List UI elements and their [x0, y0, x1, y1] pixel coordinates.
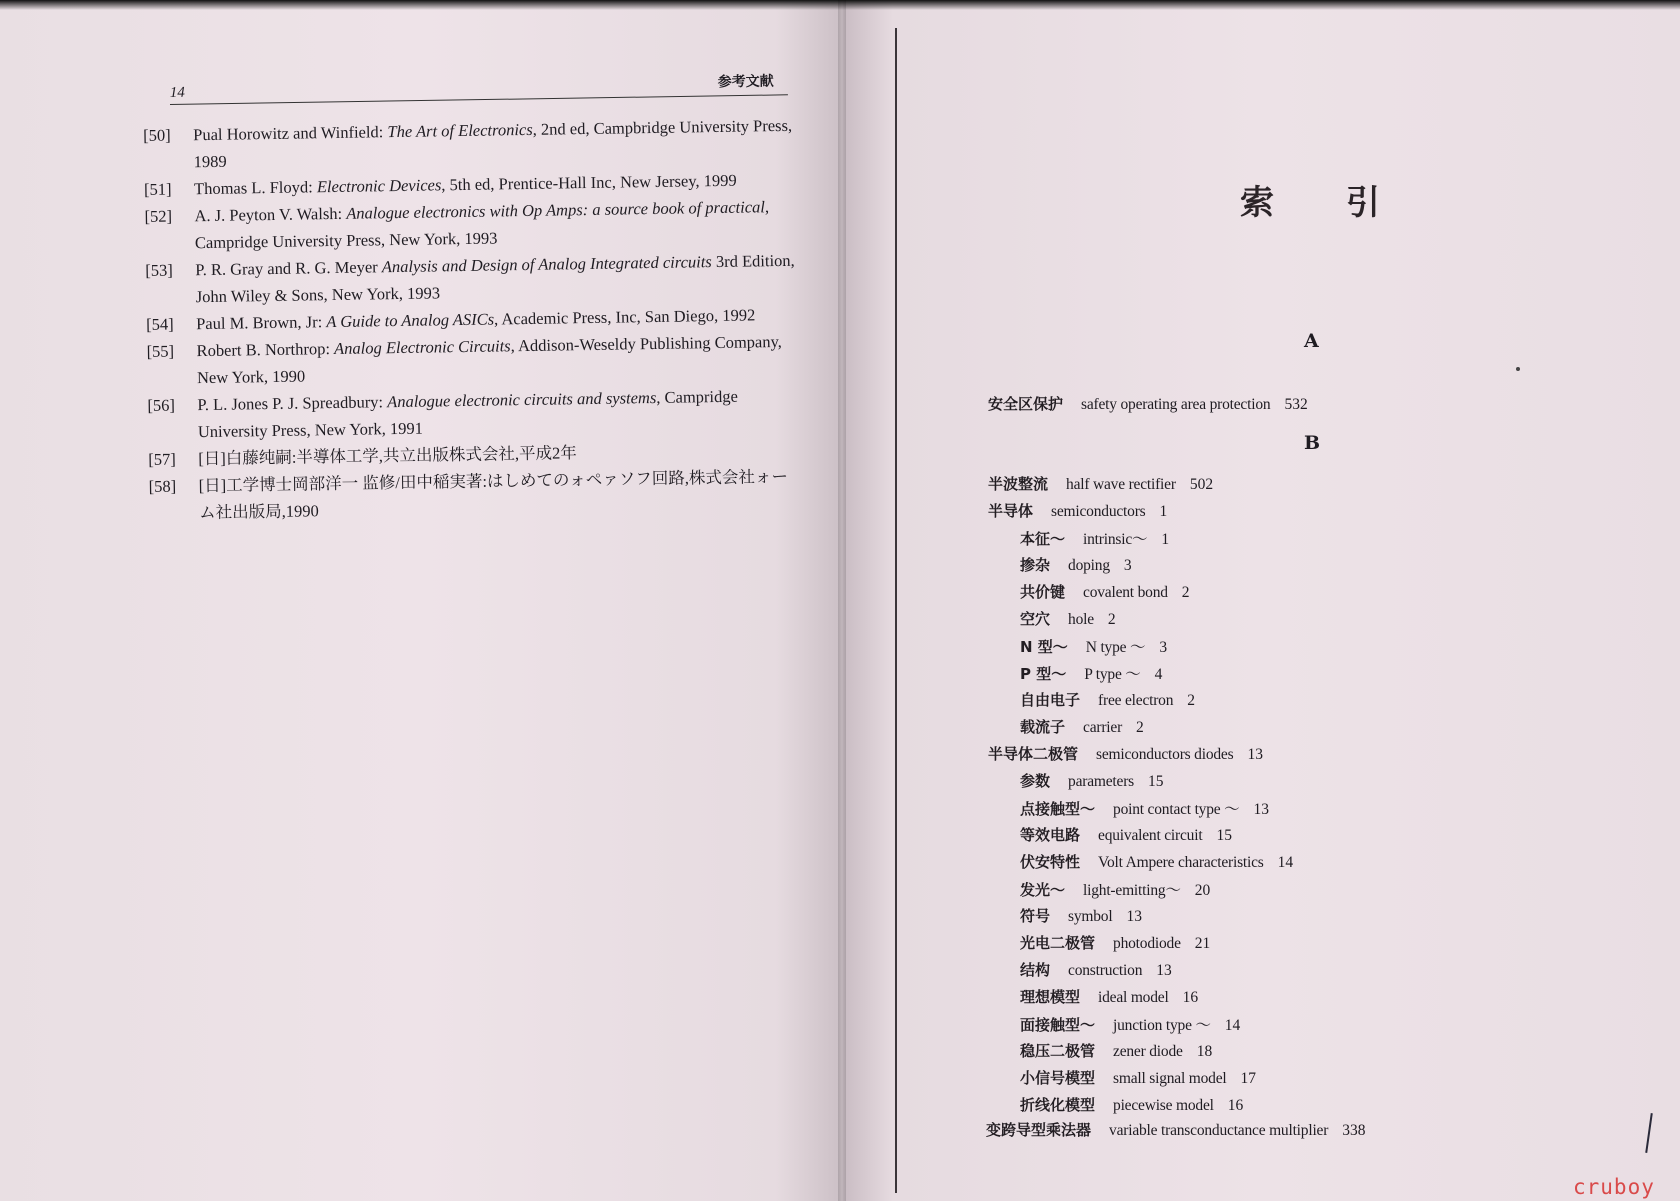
index-entry: [1020, 554, 1132, 575]
index-page-number: 1: [1159, 503, 1168, 520]
index-entry: [988, 473, 1213, 494]
reference-publisher: , Campridge University Press, New York, 1991: [197, 386, 739, 442]
index-term-en: photodiode: [1113, 935, 1181, 952]
reference-authors: P. R. Gray and R. G. Meyer: [195, 257, 382, 280]
index-letter-heading: B: [1304, 432, 1321, 454]
index-term-en: equivalent circuit: [1098, 827, 1203, 844]
index-term-zh: P 型～: [1020, 665, 1067, 683]
index-page-number: 502: [1189, 476, 1214, 493]
index-page-number: 20: [1194, 882, 1211, 899]
page-number: 14: [169, 84, 185, 102]
reference-title: A Guide to Analog ASICs: [326, 309, 495, 332]
reference-publisher: 3rd Edition, John Wiley & Sons, New York, 1993: [195, 250, 795, 307]
index-page-number: 2: [1181, 584, 1190, 601]
index-entry: [1020, 878, 1210, 900]
index-term-en: Volt Ampere characteristics: [1098, 854, 1264, 871]
index-page-number: 338: [1342, 1122, 1366, 1139]
index-term-en: variable transconductance multiplier: [1109, 1122, 1329, 1139]
index-term-en: P type ～: [1084, 666, 1141, 683]
index-term-en: hole: [1068, 611, 1094, 628]
index-entry: [1020, 824, 1232, 845]
reference-publisher: , Campridge University Press, New York, 1993: [194, 197, 770, 253]
index-term-zh: 符号: [1020, 907, 1051, 925]
index-page-number: 16: [1227, 1097, 1244, 1114]
reference-number: [57]: [148, 449, 176, 469]
index-entry: [1020, 1094, 1243, 1115]
index-term-en: zener diode: [1113, 1043, 1183, 1060]
index-term-zh: 折线化模型: [1020, 1096, 1096, 1114]
index-page-number: 13: [1156, 962, 1172, 979]
index-term-zh: 稳压二极管: [1020, 1042, 1096, 1060]
index-page-number: 3: [1159, 639, 1168, 656]
index-term-en: half wave rectifier: [1066, 476, 1176, 493]
reference-number: [51]: [143, 179, 172, 199]
index-term-en: symbol: [1068, 908, 1113, 925]
index-entry: [1020, 527, 1169, 549]
index-entry: [1020, 1013, 1240, 1035]
index-page-number: 17: [1240, 1070, 1257, 1087]
index-term-en: carrier: [1083, 719, 1123, 736]
index-page-number: 3: [1123, 557, 1132, 574]
index-term-zh: 理想模型: [1020, 988, 1081, 1006]
reference-title: Electronic Devices: [316, 175, 442, 197]
index-entry: [1020, 770, 1164, 791]
reference-text: [日]工学博士岡部洋一 监修/田中稲実著:はしめてのォペァソフ回路,株式会社ォーム社出版局,1990: [198, 466, 789, 523]
index-page-number: 16: [1182, 989, 1199, 1006]
index-page-number: 13: [1253, 801, 1269, 818]
index-term-en: piecewise model: [1113, 1097, 1214, 1114]
reference-number: [55]: [146, 341, 175, 361]
index-term-zh: 面接触型～: [1020, 1016, 1096, 1034]
index-term-zh: 半波整流: [988, 475, 1049, 493]
reference-list: [143, 112, 799, 527]
index-term-zh: 半导体二极管: [988, 745, 1079, 763]
index-letter-heading: A: [1304, 330, 1319, 352]
reference-authors: Robert B. Northrop:: [196, 339, 335, 361]
reference-title: Analogue electronic circuits and systems: [387, 387, 657, 412]
index-page-number: 13: [1126, 908, 1142, 925]
reference-number: [56]: [147, 395, 176, 415]
index-entry: [1020, 959, 1172, 980]
index-term-zh: 变跨导型乘法器: [986, 1121, 1092, 1139]
index-term-zh: 参数: [1020, 772, 1051, 790]
index-term-en: safety operating area protection: [1081, 396, 1271, 413]
index-entry: [1020, 635, 1167, 657]
index-entry: [1020, 689, 1195, 710]
reference-number: [52]: [144, 206, 173, 226]
reference-publisher: , Academic Press, Inc, San Diego, 1992: [493, 305, 756, 329]
index-term-en: N type ～: [1085, 639, 1146, 656]
index-entry: [1020, 905, 1142, 926]
ink-speck: [1516, 367, 1520, 371]
index-entry: [1020, 1067, 1256, 1088]
index-term-zh: 半导体: [988, 502, 1034, 520]
index-term-en: point contact type ～: [1113, 801, 1240, 818]
reference-publisher: , 2nd ed, Campbridge University Press, 1989: [193, 115, 793, 172]
index-term-zh: 点接触型～: [1020, 800, 1096, 818]
index-term-zh: 结构: [1020, 961, 1051, 979]
reference-title: Analogue electronics with Op Amps: a source book of practical: [346, 197, 766, 223]
reference-number: [58]: [148, 476, 177, 496]
index-page-number: 2: [1107, 611, 1116, 628]
reference-title: Analog Electronic Circuits: [333, 336, 511, 359]
index-entry: [1020, 986, 1198, 1007]
index-entry: [988, 393, 1308, 414]
index-entry: [1020, 797, 1269, 819]
reference-number: [54]: [146, 314, 174, 334]
reference-item: [149, 463, 800, 527]
reference-publisher: , Addison-Weseldy Publishing Company, New York, 1990: [196, 331, 783, 388]
reference-authors: Pual Horowitz and Winfield:: [193, 122, 388, 145]
reference-publisher: , 5th ed, Prentice-Hall Inc, New Jersey, 1999: [441, 170, 737, 195]
index-term-zh: N 型～: [1020, 638, 1068, 656]
reference-authors: Thomas L. Floyd:: [193, 177, 318, 199]
index-entry: [1020, 608, 1116, 629]
index-entry: [1020, 1040, 1212, 1061]
index-term-en: ideal model: [1098, 989, 1169, 1006]
index-term-zh: 空穴: [1020, 610, 1051, 628]
index-page-number: 4: [1154, 666, 1163, 683]
index-term-zh: 掺杂: [1020, 556, 1051, 574]
index-page-number: 13: [1247, 746, 1263, 763]
index-title: [1240, 175, 1380, 224]
index-term-zh: 小信号模型: [1020, 1069, 1096, 1087]
index-term-en: light-emitting～: [1083, 882, 1181, 899]
index-term-zh: 共价键: [1020, 583, 1066, 601]
index-term-zh: 本征～: [1020, 530, 1066, 548]
index-entry: [986, 1119, 1365, 1140]
index-term-en: semiconductors diodes: [1096, 746, 1234, 763]
book-gutter: [838, 0, 846, 1201]
reference-authors: P. L. Jones P. J. Spreadbury:: [197, 392, 388, 415]
index-term-zh: 安全区保护: [988, 395, 1064, 413]
gutter-fold-line: [895, 28, 897, 1193]
index-term-zh: 载流子: [1020, 718, 1066, 736]
index-title-char: 索: [1240, 183, 1274, 223]
index-page-number: 14: [1277, 854, 1294, 871]
index-term-en: semiconductors: [1051, 503, 1146, 520]
watermark-text: cruboy: [1573, 1175, 1655, 1199]
index-term-zh: 伏安特性: [1020, 853, 1081, 871]
index-page-number: 15: [1148, 773, 1164, 790]
index-page-number: 2: [1187, 692, 1196, 709]
index-entry: [1020, 716, 1144, 737]
running-title: 参考文献: [717, 73, 774, 91]
reference-authors: A. J. Peyton V. Walsh:: [194, 203, 347, 226]
reference-number: [50]: [143, 125, 171, 145]
index-term-zh: 发光～: [1020, 881, 1066, 899]
index-term-en: junction type ～: [1113, 1017, 1211, 1034]
reference-number: [53]: [145, 260, 173, 280]
index-page-number: 1: [1161, 531, 1170, 548]
index-entry: [1020, 581, 1190, 602]
index-term-en: construction: [1068, 962, 1143, 979]
index-page-number: 2: [1136, 719, 1144, 736]
index-term-zh: 光电二极管: [1020, 934, 1096, 952]
index-term-en: parameters: [1068, 773, 1135, 790]
reference-authors: Paul M. Brown, Jr:: [196, 312, 327, 334]
index-term-en: small signal model: [1113, 1070, 1227, 1087]
index-entry: [988, 500, 1167, 521]
index-term-en: covalent bond: [1083, 584, 1168, 601]
index-entry: [988, 743, 1263, 764]
index-entry: [1020, 932, 1210, 953]
index-term-zh: 自由电子: [1020, 691, 1081, 709]
index-title-char: 引: [1346, 183, 1380, 223]
index-term-en: intrinsic～: [1083, 531, 1148, 548]
index-page-number: 18: [1196, 1043, 1213, 1060]
reference-text: [日]白藤纯嗣:半導体工学,共立出版株式会社,平成2年: [198, 443, 577, 469]
reference-title: The Art of Electronics: [387, 119, 533, 142]
index-page-number: 21: [1194, 935, 1211, 952]
index-term-en: free electron: [1098, 692, 1174, 709]
index-entry: [1020, 851, 1293, 872]
index-term-zh: 等效电路: [1020, 826, 1081, 844]
index-page-number: 14: [1224, 1017, 1241, 1034]
index-entry: [1020, 662, 1162, 684]
index-page-number: 15: [1216, 827, 1232, 844]
index-term-en: doping: [1068, 557, 1110, 574]
reference-title: Analysis and Design of Analog Integrated circuits: [381, 252, 712, 277]
index-page-number: 532: [1284, 396, 1308, 413]
